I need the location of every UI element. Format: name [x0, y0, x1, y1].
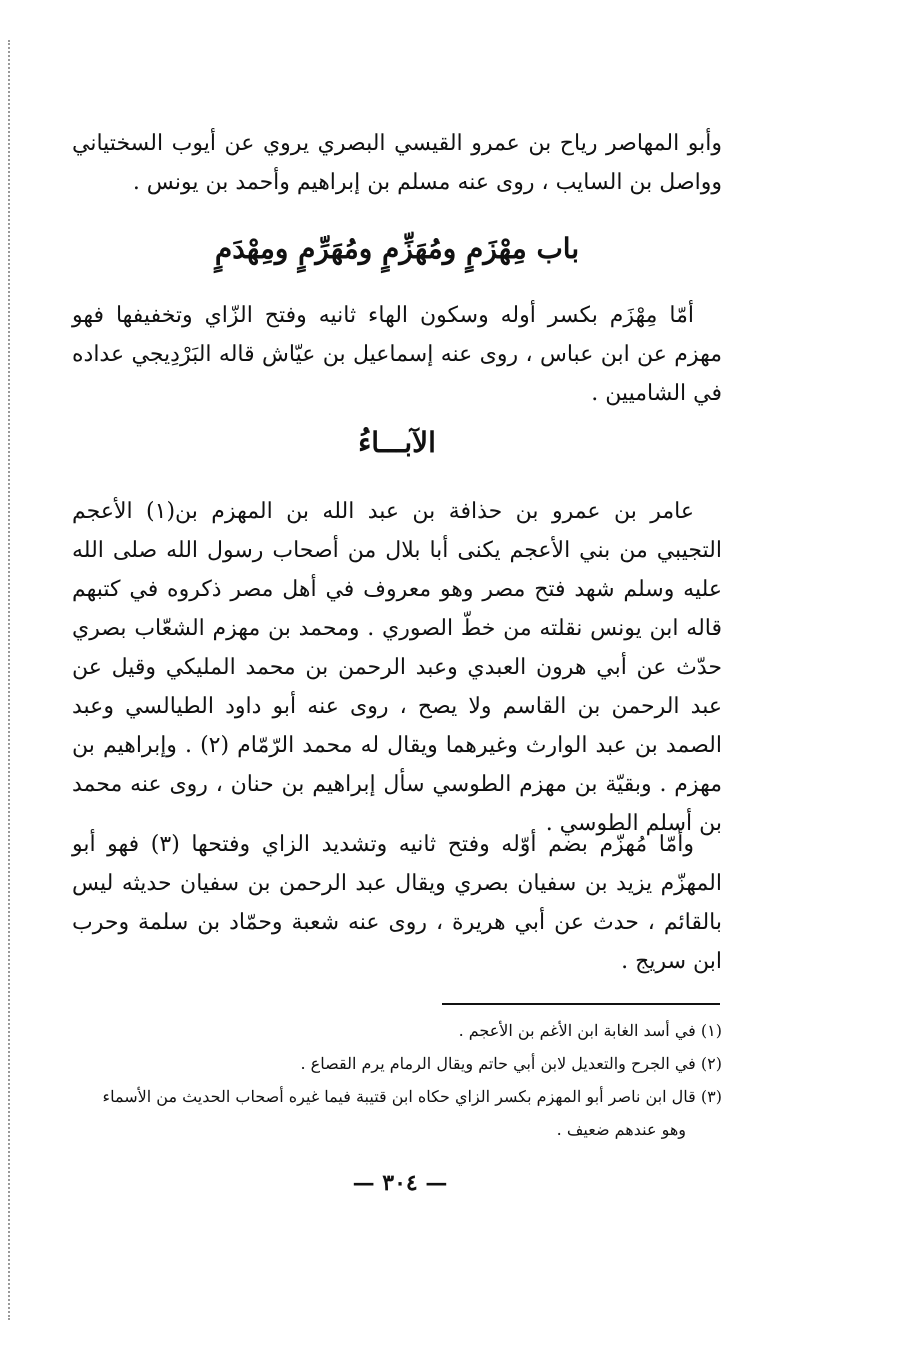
- paragraph-4-text: وأمّا مُهزّم بضم أوّله وفتح ثانيه وتشديد الزاي وفتحها (٣) فهو أبو المهزّم يزيد بن سفيان بصري ويقال عبد الرحمن بن سفيان حديثه ليس بالقائم ، حدث عن أبي هريرة ، روى عنه شعبة وحمّاد بن سلمة وحرب ابن سريج .: [72, 832, 722, 974]
- paragraph-3-text: عامر بن عمرو بن حذافة بن عبد الله بن المهزم بن(١) الأعجم التجيبي من بني الأعجم يكنى أبا بلال من أصحاب رسول الله صلى الله عليه وسلم شهد فتح مصر وهو معروف في أهل مصر ذكروه في كتبهم قاله ابن يونس نقلته من خطّ الصوري . ومحمد بن مهزم الشعّاب بصري حدّث عن أبي هرون العبدي وعبد الرحمن بن محمد المليكي وقيل عن عبد الرحمن بن القاسم ولا يصح ، روى عنه أبو داود الطيالسي وعبد الصمد بن عبد الوارث وغيرهما ويقال له محمد الرّمّام (٢) . وإبراهيم بن مهزم . وبقيّة بن مهزم الطوسي سأل إبراهيم بن حنان ، روى عنه محمد بن أسلم الطوسي .: [72, 499, 722, 836]
- paragraph-1-text: وأبو المهاصر رياح بن عمرو القيسي البصري يروي عن أيوب السختياني وواصل بن السايب ، روى عنه مسلم بن إبراهيم وأحمد بن يونس .: [72, 131, 722, 195]
- paragraph-2-text: أمّا مِهْزَم بكسر أوله وسكون الهاء ثانيه وفتح الزّاي وتخفيفها فهو مهزم عن ابن عباس ، روى عنه إسماعيل بن عيّاش قاله البَرْدِيجي عداده في الشاميين .: [72, 303, 722, 406]
- section-heading-aba: الآبـــاءُ: [358, 426, 436, 459]
- footnote-1: (١) في أسد الغابة ابن الأغم بن الأعجم .: [458, 1021, 722, 1040]
- footnote-3-continuation: وهو عندهم ضعيف .: [556, 1120, 686, 1139]
- section-heading-bab: باب مِهْزَمٍ ومُهَزِّمٍ ومُهَرِّمٍ ومِهْدَمٍ: [214, 232, 580, 265]
- scan-edge-marks: [8, 40, 12, 1320]
- footnote-2: (٢) في الجرح والتعديل لابن أبي حاتم ويقال الرمام يرم القصاع .: [300, 1054, 722, 1073]
- page-number: — ٣٠٤ —: [352, 1170, 448, 1196]
- paragraph-2: [72, 296, 722, 413]
- paragraph-3: [72, 492, 722, 843]
- footnote-3: (٣) قال ابن ناصر أبو المهزم بكسر الزاي حكاه ابن قتيبة فيما غيره أصحاب الحديث من الأسماء: [102, 1087, 722, 1106]
- paragraph-4: [72, 825, 722, 981]
- paragraph-1: [72, 124, 722, 202]
- footnote-divider: [442, 1003, 720, 1005]
- footnotes: [60, 1014, 722, 1146]
